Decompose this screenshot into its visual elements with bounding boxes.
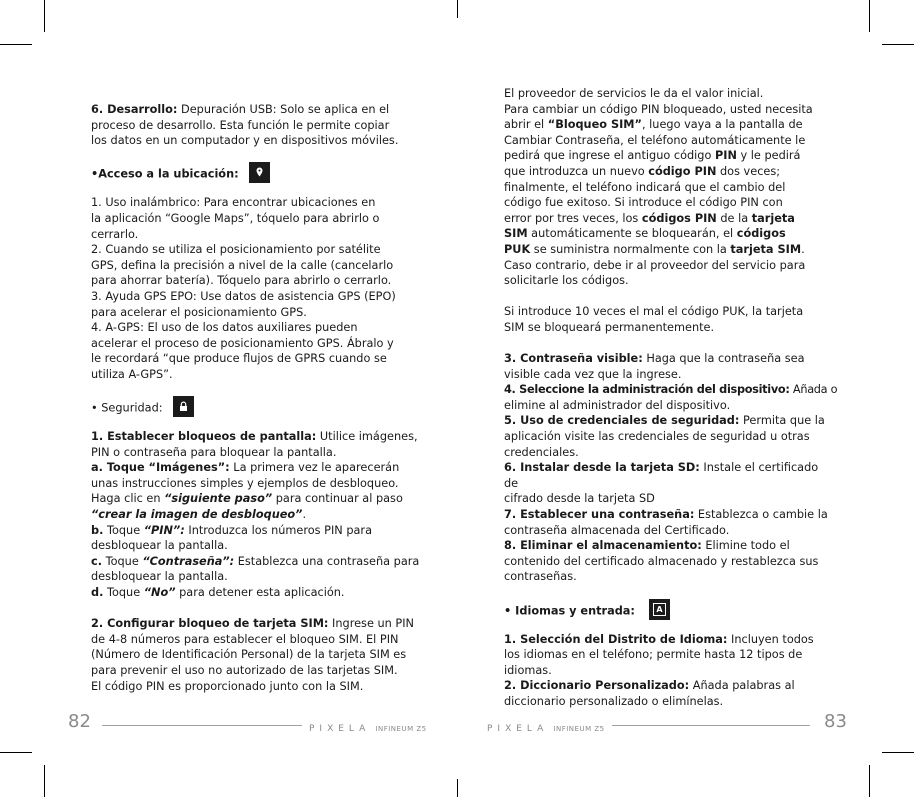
text-line: 4. Seleccione la administración del dispositivo: Añada o xyxy=(504,383,838,397)
text-line: para ahorrar batería). Tóquelo para abrirlo o cerrarlo. xyxy=(91,274,392,288)
page-number-right: 83 xyxy=(824,711,847,732)
crop-mark xyxy=(0,752,32,753)
text-line: le recordará “que produce flujos de GPRS cuando se xyxy=(91,352,387,366)
text-line: 1. Uso inalámbrico: Para encontrar ubicaciones en xyxy=(91,196,376,210)
text-line: abrir el “Bloqueo SIM”, luego vaya a la pantalla de xyxy=(504,118,803,132)
brand-logo: PIXELA xyxy=(309,724,371,734)
text-line: los idiomas en el teléfono; permite hasta 12 tipos de xyxy=(504,648,803,662)
crop-mark xyxy=(869,765,870,797)
text-line: GPS, defina la precisión a nivel de la calle (cancelarlo xyxy=(91,258,394,272)
text-line: 1. Selección del Distrito de Idioma: Incluyen todos xyxy=(504,632,814,646)
crop-mark xyxy=(882,752,914,753)
location-pin-icon xyxy=(249,162,270,183)
crop-mark xyxy=(457,779,458,797)
text-line: 4. A-GPS: El uso de los datos auxiliares pueden xyxy=(91,321,358,335)
text-line: d. Toque “No” para detener esta aplicación. xyxy=(91,586,345,600)
text-line: c. Toque “Contraseña”: Establezca una contraseña para xyxy=(91,554,420,568)
text-line: error por tres veces, los códigos PIN de la tarjeta xyxy=(504,211,795,225)
crop-mark xyxy=(882,44,914,45)
text-line: 2. Cuando se utiliza el posicionamiento por satélite xyxy=(91,243,381,257)
text-line: 8. Eliminar el almacenamiento: Elimine todo el xyxy=(504,539,790,553)
text-line: desbloquear la pantalla. xyxy=(91,570,228,584)
text-line: 3. Ayuda GPS EPO: Use datos de asistencia GPS (EPO) xyxy=(91,289,396,303)
text-line: b. Toque “PIN”: Introduzca los números PIN para xyxy=(91,523,373,537)
text-line: 7. Establecer una contraseña: Establezca o cambie la xyxy=(504,508,828,522)
text-line: pedirá que ingrese el antiguo código PIN y le pedirá xyxy=(504,149,801,163)
text-line: cerrarlo. xyxy=(91,227,139,241)
brand-logo: PIXELA xyxy=(487,724,549,734)
footer-brand-right xyxy=(487,716,605,735)
right-column xyxy=(504,86,838,710)
text-line: Haga clic en “siguiente paso” para continuar al paso xyxy=(91,492,403,506)
crop-mark xyxy=(44,765,45,797)
text-line: 6. Instalar desde la tarjeta SD: Instale el certificado de xyxy=(504,461,819,490)
footer-rule-left xyxy=(102,725,302,726)
text-line: SIM se bloqueará permanentemente. xyxy=(504,320,715,334)
page-number-left: 82 xyxy=(68,711,91,732)
text-line: para prevenir el uso no autorizado de las tarjetas SIM. xyxy=(91,664,398,677)
text-line: de 4-8 números para establecer el bloqueo SIM. El PIN xyxy=(91,632,399,646)
text-line: los datos en un computador y en dispositivos móviles. xyxy=(91,134,399,148)
text-line: credenciales. xyxy=(504,445,579,459)
text-line: SIM automáticamente se bloquearán, el códigos xyxy=(504,227,786,241)
text-line: idiomas. xyxy=(504,663,552,677)
text-line: 2. Configurar bloqueo de tarjeta SIM: Ingrese un PIN xyxy=(91,617,414,631)
crop-mark xyxy=(869,0,870,32)
text-line: desbloquear la pantalla. xyxy=(91,539,228,553)
text-line: 3. Contraseña visible: Haga que la contraseña sea xyxy=(504,352,805,366)
text-line: El código PIN es proporcionado junto con la SIM. xyxy=(91,679,364,693)
location-heading: •Acceso a la ubicación: xyxy=(91,164,421,185)
security-heading: • Seguridad: xyxy=(91,398,421,419)
text-line: visible cada vez que la ingrese. xyxy=(504,367,682,381)
text-line: “crear la imagen de desbloqueo”. xyxy=(91,508,307,522)
text-line: 2. Diccionario Personalizado: Añada palabras al xyxy=(504,679,795,693)
text-line: código fue exitoso. Si introduce el código PIN con xyxy=(504,196,783,210)
text-line: (Número de Identificación Personal) de la tarjeta SIM es xyxy=(91,648,407,662)
text-line: El proveedor de servicios le da el valor inicial. xyxy=(504,87,764,100)
text-line: proceso de desarrollo. Esta función le permite copiar xyxy=(91,118,390,132)
text-line: PUK se suministra normalmente con la tarjeta SIM. xyxy=(504,242,805,256)
text-line: contraseñas. xyxy=(504,570,577,584)
text-line: aplicación visite las credenciales de seguridad u otras xyxy=(504,430,810,444)
text-line: contenido del certificado almacenado y restablezca sus xyxy=(504,554,819,568)
text-line: a. Toque “Imágenes”: La primera vez le aparecerán xyxy=(91,461,400,475)
text-line: elimine al administrador del dispositivo. xyxy=(504,398,731,412)
lock-icon xyxy=(173,396,194,417)
language-a-icon: A xyxy=(649,599,670,620)
text-line: acelerar el proceso de posicionamiento GPS. Ábralo y xyxy=(91,336,394,350)
text-line: para acelerar el posicionamiento GPS. xyxy=(91,305,307,319)
footer-rule-right xyxy=(612,725,810,726)
text-line: contraseña almacenada del Certificado. xyxy=(504,523,730,537)
language-heading: • Idiomas y entrada: A xyxy=(504,601,834,622)
text-line: diccionario personalizado o elimínelas. xyxy=(504,694,724,708)
text-line: que introduzca un nuevo código PIN dos veces; xyxy=(504,164,781,178)
text-line: 5. Uso de credenciales de seguridad: Permita que la xyxy=(504,414,825,428)
left-column xyxy=(91,102,421,694)
text-line: Si introduce 10 veces el mal el código PUK, la tarjeta xyxy=(504,305,804,319)
text-line: utiliza A-GPS”. xyxy=(91,367,173,381)
crop-mark xyxy=(0,44,32,45)
crop-mark xyxy=(457,0,458,18)
text-line: PIN o contraseña para bloquear la pantalla. xyxy=(91,445,337,459)
text-line: solicitarle los códigos. xyxy=(504,274,629,288)
model-name: INFINEUM Z5 xyxy=(375,725,427,733)
text-line: Cambiar Contraseña, el teléfono automáticamente le xyxy=(504,133,806,147)
text-line: Para cambiar un código PIN bloqueado, usted necesita xyxy=(504,102,813,116)
text-line: 1. Establecer bloqueos de pantalla: Utilice imágenes, xyxy=(91,430,418,444)
text-line: unas instrucciones simples y ejemplos de desbloqueo. xyxy=(91,476,399,490)
crop-mark xyxy=(44,0,45,32)
text-line: cifrado desde la tarjeta SD xyxy=(504,492,655,506)
text-line: 6. Desarrollo: Depuración USB: Solo se aplica en el xyxy=(91,103,390,116)
model-name: INFINEUM Z5 xyxy=(553,725,605,733)
footer-brand-left xyxy=(309,716,427,735)
text-line: Caso contrario, debe ir al proveedor del servicio para xyxy=(504,258,806,272)
text-line: la aplicación “Google Maps”, tóquelo para abrirlo o xyxy=(91,211,380,225)
text-line: finalmente, el teléfono indicará que el cambio del xyxy=(504,180,786,194)
